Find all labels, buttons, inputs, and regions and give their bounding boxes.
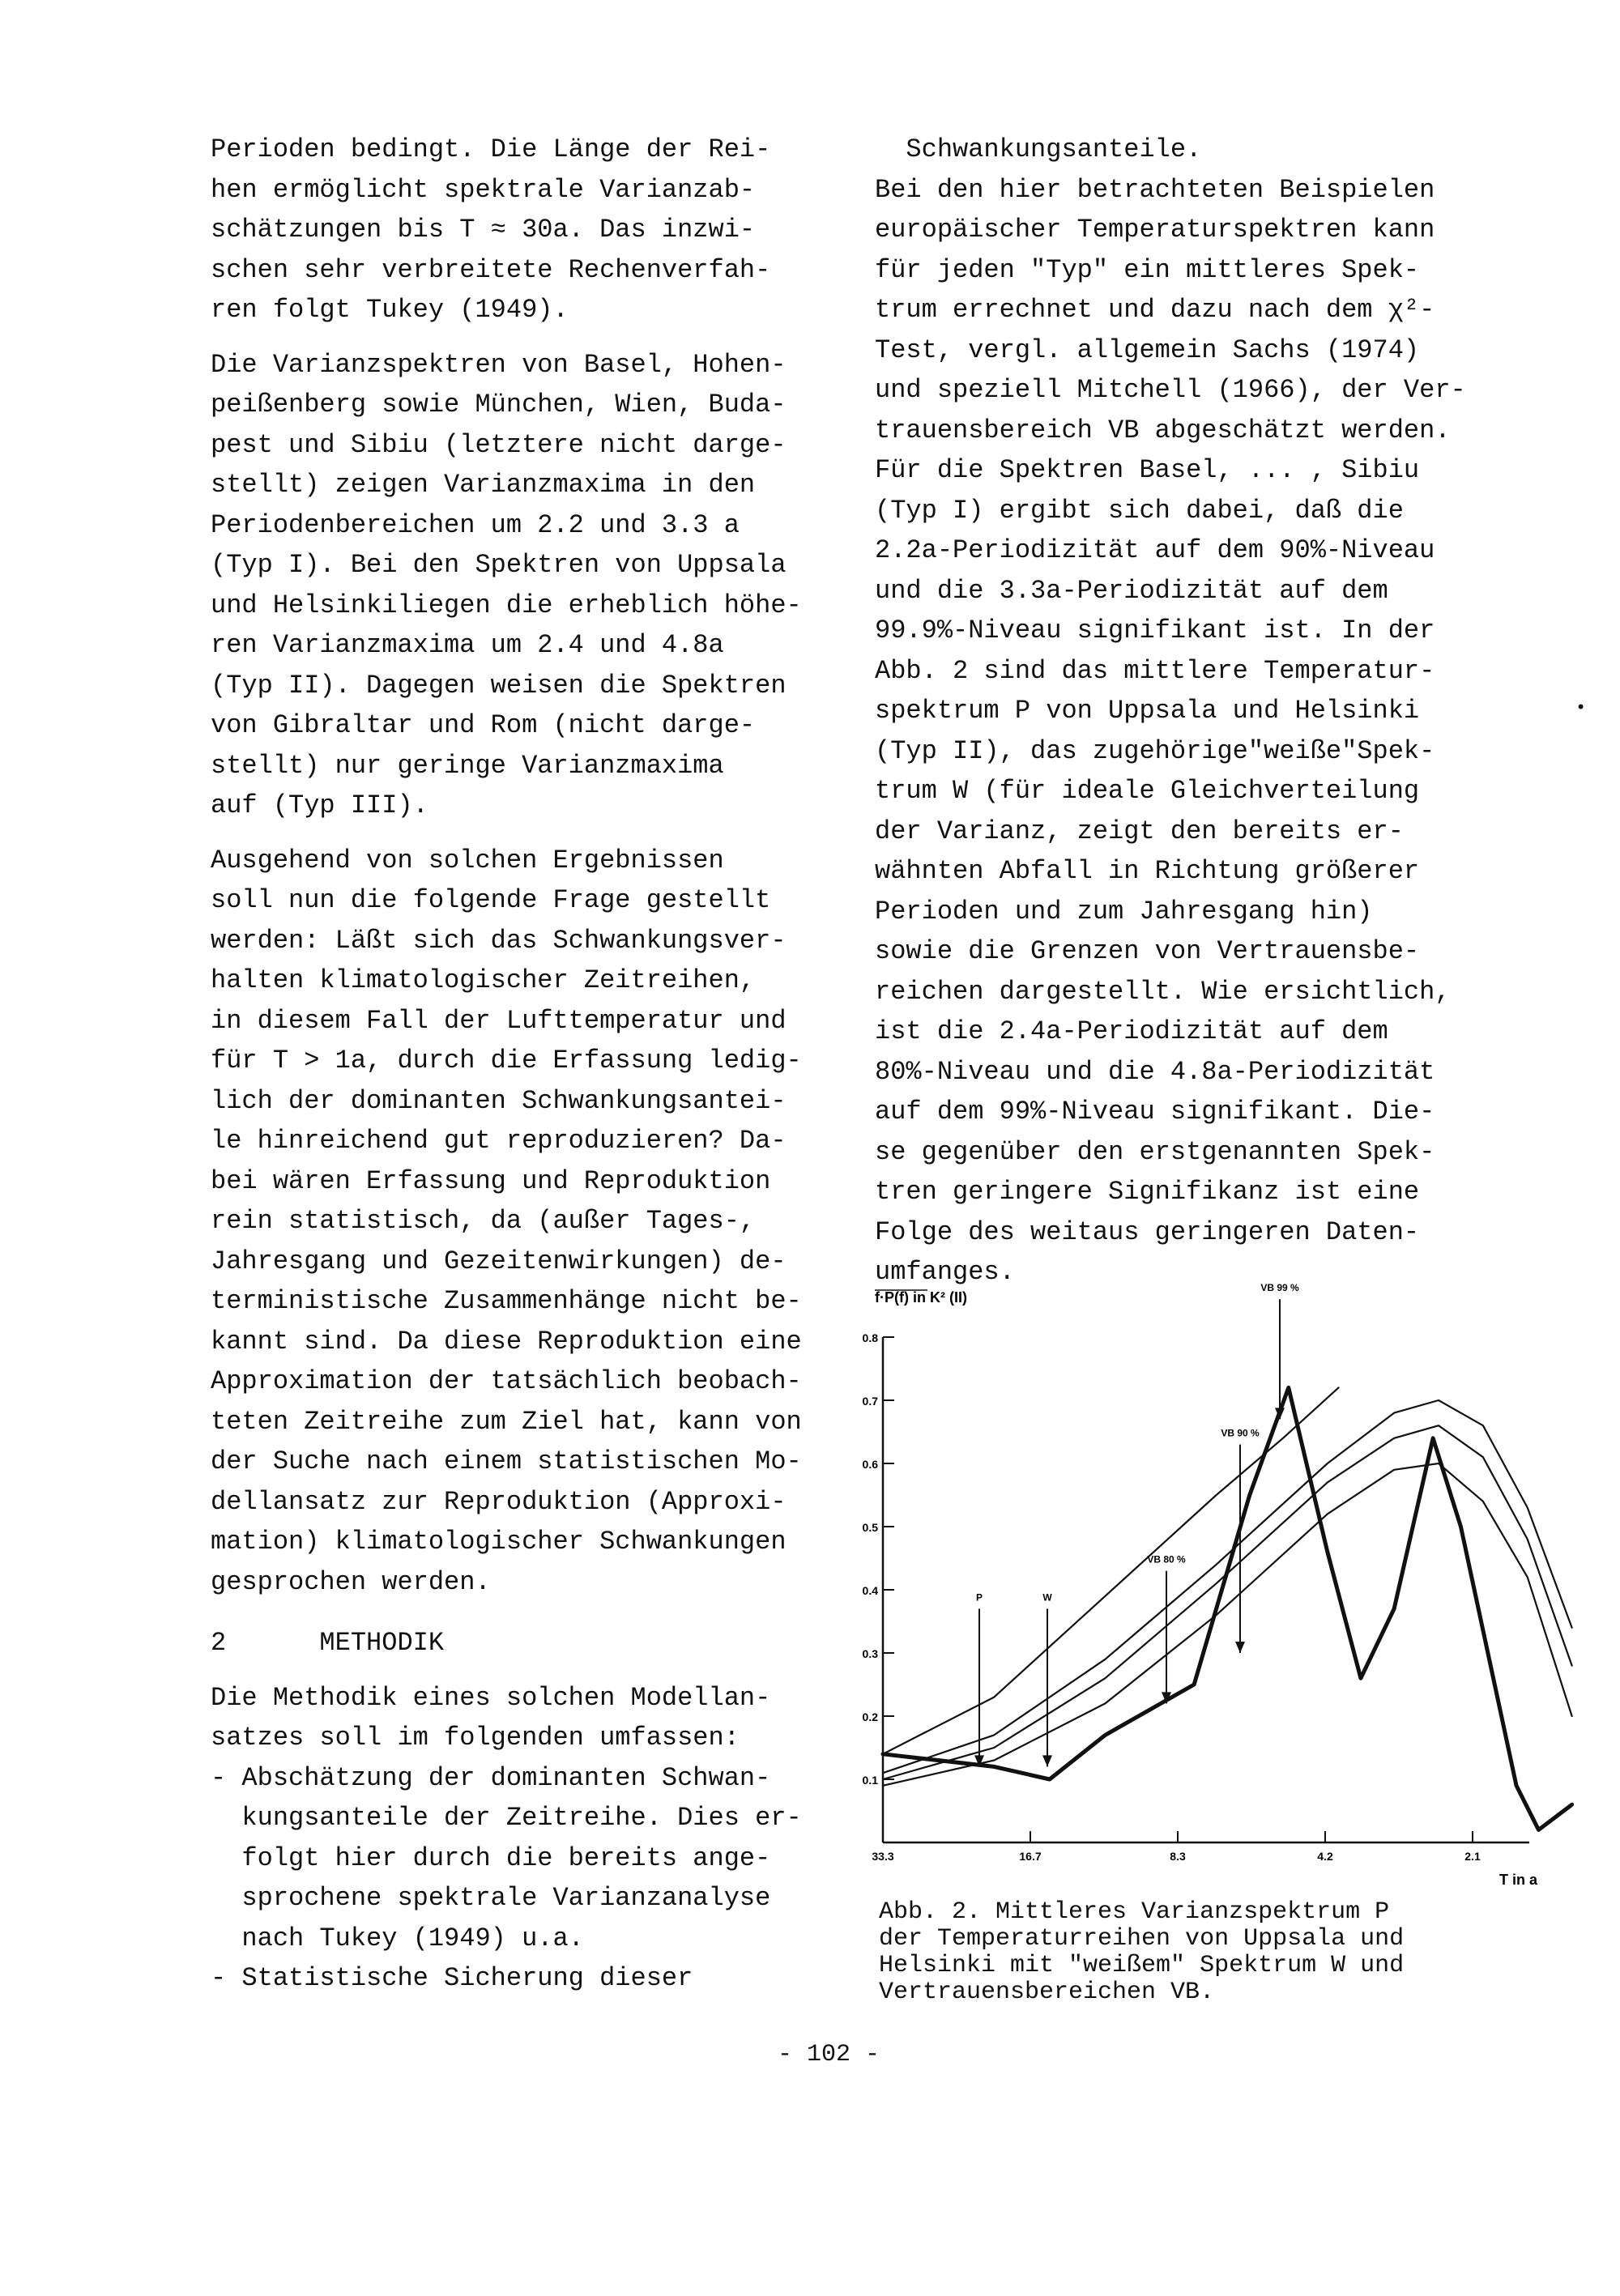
text-line: halten klimatologischer Zeitreihen, bbox=[211, 965, 756, 995]
text-line: terministische Zusammenhänge nicht be- bbox=[211, 1286, 802, 1316]
text-line: wähnten Abfall in Richtung größerer bbox=[875, 856, 1420, 886]
text-line: se gegenüber den erstgenannten Spek- bbox=[875, 1136, 1435, 1167]
text-line: (Typ II), das zugehörige"weiße"Spek- bbox=[875, 735, 1435, 766]
text-line: folgt hier durch die bereits ange- bbox=[211, 1842, 771, 1873]
text-line: 99.9%-Niveau signifikant ist. In der bbox=[875, 616, 1435, 645]
text-line: teten Zeitreihe zum Ziel hat, kann von bbox=[211, 1406, 802, 1437]
x-axis-label: T in a bbox=[1498, 1872, 1537, 1888]
list-item bbox=[211, 1958, 826, 1999]
caption-line: Vertrauensbereichen VB. bbox=[879, 1979, 1215, 2006]
text-line: kannt sind. Da diese Reproduktion eine bbox=[211, 1326, 802, 1357]
text-line: 2.2a-Periodizität auf dem 90%-Niveau bbox=[875, 535, 1435, 565]
text-line: auf dem 99%-Niveau signifikant. Die- bbox=[875, 1097, 1435, 1127]
paragraph-research-question bbox=[211, 841, 826, 1603]
text-line: stellt) nur geringe Varianzmaxima bbox=[211, 750, 724, 781]
x-tick-label: 8.3 bbox=[1170, 1850, 1186, 1863]
y-tick-label: 0.5 bbox=[862, 1521, 878, 1534]
annotation-arrowhead bbox=[1042, 1755, 1052, 1766]
text-line: 80%-Niveau und die 4.8a-Periodizität bbox=[875, 1056, 1435, 1087]
annotation-label: W bbox=[1042, 1591, 1052, 1604]
text-line: der Suche nach einem statistischen Mo- bbox=[211, 1446, 802, 1476]
text-line: trum errechnet und dazu nach dem χ²- bbox=[875, 295, 1435, 325]
paragraph-variance-spectra bbox=[211, 345, 826, 826]
text-line: (Typ I). Bei den Spektren von Uppsala bbox=[211, 550, 787, 580]
list-item bbox=[211, 1758, 826, 1959]
text-line: kungsanteile der Zeitreihe. Dies er- bbox=[211, 1803, 802, 1833]
y-tick-label: 0.6 bbox=[862, 1458, 878, 1471]
text-line: für T > 1a, durch die Erfassung ledig- bbox=[211, 1046, 802, 1076]
text-line: lich der dominanten Schwankungsantei- bbox=[211, 1085, 787, 1116]
y-tick-label: 0.8 bbox=[862, 1331, 878, 1344]
y-axis-label: f·P(f) in K² (II) bbox=[875, 1289, 967, 1306]
caption-line: der Temperaturreihen von Uppsala und bbox=[879, 1925, 1405, 1953]
text-line: trauensbereich VB abgeschätzt werden. bbox=[875, 415, 1451, 445]
text-line: umfanges. bbox=[875, 1257, 1015, 1287]
text-line: europäischer Temperaturspektren kann bbox=[875, 215, 1435, 245]
text-line: peißenberg sowie München, Wien, Buda- bbox=[211, 390, 787, 420]
y-tick-label: 0.1 bbox=[862, 1774, 878, 1787]
stray-mark: • bbox=[1575, 698, 1587, 718]
annotation-arrowhead bbox=[1235, 1642, 1245, 1653]
annotation-label: VB 99 % bbox=[1260, 1282, 1299, 1294]
text-line: Die Methodik eines solchen Modellan- bbox=[211, 1682, 771, 1713]
text-line: stellt) zeigen Varianzmaxima in den bbox=[211, 470, 756, 500]
text-line: spektrum P von Uppsala und Helsinki bbox=[875, 696, 1420, 726]
y-tick-label: 0.4 bbox=[862, 1584, 878, 1597]
y-tick-label: 0.7 bbox=[862, 1395, 878, 1408]
annotation-label: VB 80 % bbox=[1147, 1553, 1186, 1565]
text-line: - Statistische Sicherung dieser bbox=[211, 1963, 693, 1993]
text-line: Für die Spektren Basel, ... , Sibiu bbox=[875, 455, 1420, 485]
variance-spectrum-chart bbox=[850, 1282, 1537, 1895]
caption-line: Abb. 2. Mittleres Varianzspektrum P bbox=[879, 1898, 1390, 1926]
x-tick-label: 16.7 bbox=[1019, 1850, 1042, 1863]
text-line: Test, vergl. allgemein Sachs (1974) bbox=[875, 334, 1420, 365]
text-line: schen sehr verbreitete Rechenverfah- bbox=[211, 254, 771, 285]
text-line: Perioden und zum Jahresgang hin) bbox=[875, 896, 1373, 926]
text-line: sowie die Grenzen von Vertrauensbe- bbox=[875, 936, 1420, 966]
series-line-p bbox=[883, 1387, 1572, 1830]
paragraph-methodik-intro bbox=[211, 1678, 826, 1758]
text-line: und Helsinkiliegen die erheblich höhe- bbox=[211, 590, 802, 620]
text-line: auf (Typ III). bbox=[211, 790, 428, 820]
text-line: werden: Läßt sich das Schwankungsver- bbox=[211, 925, 787, 956]
text-line: Perioden bedingt. Die Länge der Rei- bbox=[211, 134, 771, 164]
text-line: der Varianz, zeigt den bereits er- bbox=[875, 816, 1404, 846]
text-line: und speziell Mitchell (1966), der Ver- bbox=[875, 375, 1466, 405]
text-line: soll nun die folgende Frage gestellt bbox=[211, 885, 771, 915]
text-line: reichen dargestellt. Wie ersichtlich, bbox=[875, 976, 1451, 1007]
text-line: satzes soll im folgenden umfassen: bbox=[211, 1723, 740, 1753]
x-tick-label: 33.3 bbox=[872, 1850, 894, 1863]
text-line: Folge des weitaus geringeren Daten- bbox=[875, 1216, 1420, 1247]
text-line: gesprochen werden. bbox=[211, 1566, 491, 1597]
text-line: bei wären Erfassung und Reproduktion bbox=[211, 1165, 771, 1196]
text-line: ren Varianzmaxima um 2.4 und 4.8a bbox=[211, 630, 724, 660]
text-line: sprochene spektrale Varianzanalyse bbox=[211, 1883, 771, 1913]
text-line: Approximation der tatsächlich beobach- bbox=[211, 1366, 802, 1396]
text-line: schätzungen bis T ≈ 30a. Das inzwi- bbox=[211, 215, 756, 245]
paragraph-period-length bbox=[211, 130, 826, 330]
text-line: ist die 2.4a-Periodizität auf dem bbox=[875, 1016, 1388, 1046]
right-column bbox=[875, 130, 1490, 1293]
text-line: Bei den hier betrachteten Beispielen bbox=[875, 174, 1435, 205]
methodik-list bbox=[211, 1758, 826, 1999]
section-heading bbox=[211, 1623, 826, 1663]
x-tick-label: 2.1 bbox=[1464, 1850, 1481, 1863]
text-line: (Typ I) ergibt sich dabei, daß die bbox=[875, 495, 1404, 526]
text-line: ren folgt Tukey (1949). bbox=[211, 295, 569, 325]
y-tick-label: 0.2 bbox=[862, 1710, 878, 1723]
left-column bbox=[211, 130, 826, 1999]
text-line: Abb. 2 sind das mittlere Temperatur- bbox=[875, 655, 1435, 686]
text-line: - Abschätzung der dominanten Schwan- bbox=[211, 1762, 771, 1793]
text-line: Die Varianzspektren von Basel, Hohen- bbox=[211, 349, 787, 380]
text-line: mation) klimatologischer Schwankungen bbox=[211, 1527, 787, 1557]
paragraph-chi-square-test bbox=[875, 130, 1490, 1293]
series-line-vb-90- bbox=[883, 1400, 1572, 1773]
text-line: tren geringere Signifikanz ist eine bbox=[875, 1177, 1420, 1207]
text-line: hen ermöglicht spektrale Varianzab- bbox=[211, 174, 756, 205]
text-line: Schwankungsanteile. bbox=[875, 134, 1202, 164]
text-line: trum W (für ideale Gleichverteilung bbox=[875, 776, 1420, 806]
text-line: dellansatz zur Reproduktion (Approxi- bbox=[211, 1486, 787, 1517]
y-tick-label: 0.3 bbox=[862, 1647, 878, 1660]
text-line: Ausgehend von solchen Ergebnissen bbox=[211, 845, 724, 875]
section-number: 2 bbox=[211, 1628, 227, 1658]
text-line: nach Tukey (1949) u.a. bbox=[211, 1923, 584, 1953]
section-title: METHODIK bbox=[319, 1628, 445, 1658]
text-line: in diesem Fall der Lufttemperatur und bbox=[211, 1005, 787, 1036]
text-line: rein statistisch, da (außer Tages-, bbox=[211, 1206, 756, 1236]
page-number: - 102 - bbox=[778, 2041, 880, 2068]
text-line: und die 3.3a-Periodizität auf dem bbox=[875, 575, 1388, 606]
caption-line: Helsinki mit "weißem" Spektrum W und bbox=[879, 1952, 1405, 1979]
text-line: (Typ II). Dagegen weisen die Spektren bbox=[211, 670, 787, 701]
text-line: le hinreichend gut reproduzieren? Da- bbox=[211, 1126, 787, 1156]
text-line: von Gibraltar und Rom (nicht darge- bbox=[211, 710, 756, 740]
text-line: Jahresgang und Gezeitenwirkungen) de- bbox=[211, 1246, 787, 1276]
annotation-label: P bbox=[975, 1591, 983, 1604]
figure-caption bbox=[879, 1899, 1404, 2006]
series-line-vb-80- bbox=[883, 1425, 1572, 1779]
text-line: für jeden "Typ" ein mittleres Spek- bbox=[875, 254, 1420, 285]
text-line: pest und Sibiu (letztere nicht darge- bbox=[211, 429, 787, 460]
x-tick-label: 4.2 bbox=[1317, 1850, 1333, 1863]
text-line: Periodenbereichen um 2.2 und 3.3 a bbox=[211, 509, 740, 540]
annotation-label: VB 90 % bbox=[1221, 1427, 1260, 1439]
